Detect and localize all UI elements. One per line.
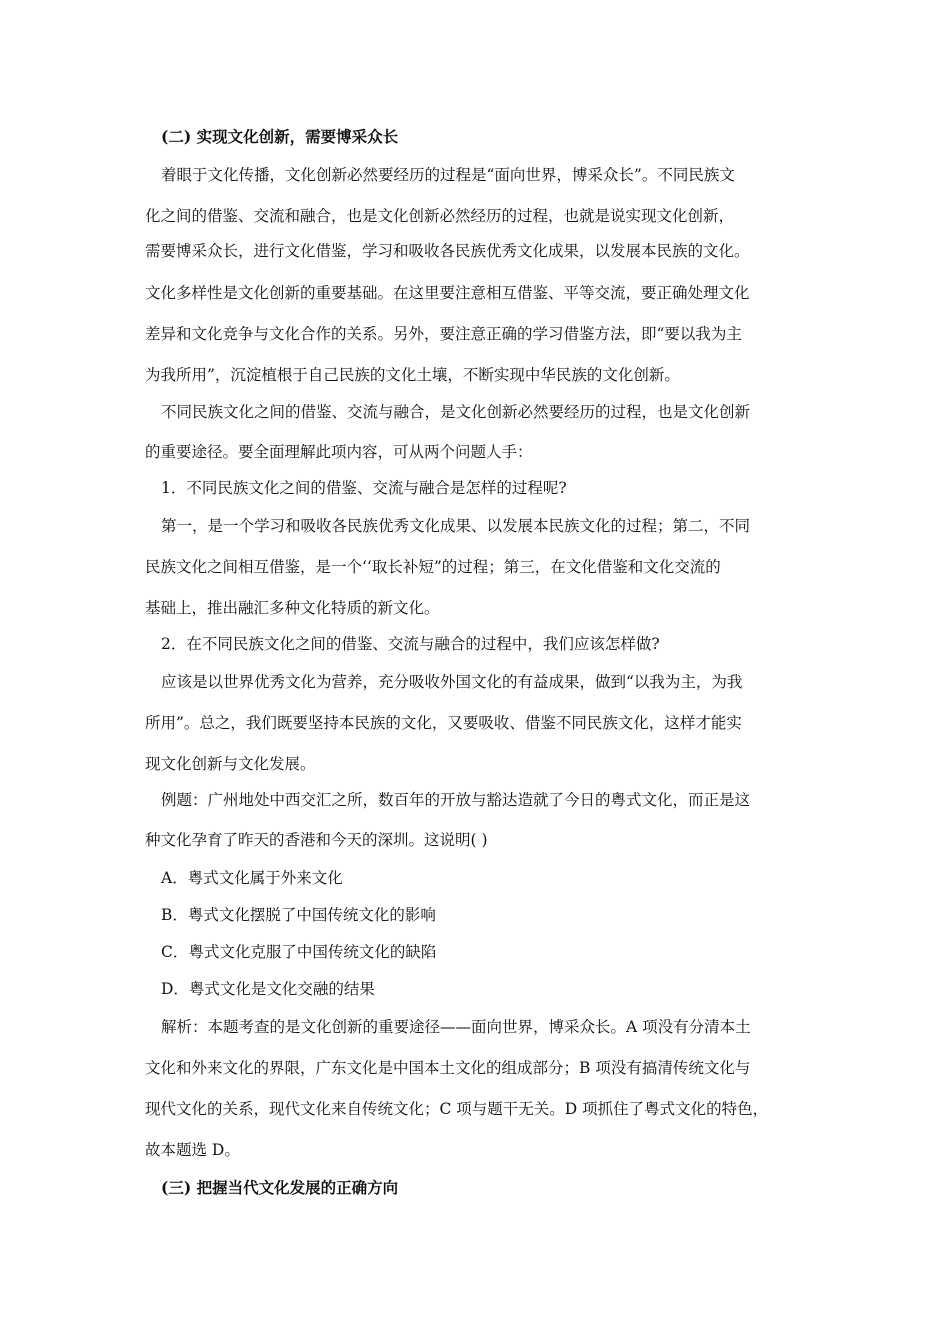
analysis-line: 文化和外来文化的界限，广东文化是中国本土文化的组成部分；B 项没有搞清传统文化与 <box>145 1059 751 1077</box>
option-c: C．粤式文化克服了中国传统文化的缺陷 <box>161 943 437 961</box>
example-line: 种文化孕育了昨天的香港和今天的深圳。这说明( ) <box>145 831 488 849</box>
question-line: 2．在不同民族文化之间的借鉴、交流与融合的过程中，我们应该怎样做? <box>161 635 660 653</box>
question-line: 1．不同民族文化之间的借鉴、交流与融合是怎样的过程呢? <box>161 479 567 497</box>
analysis-line: 现代文化的关系，现代文化来自传统文化；C 项与题干无关。D 项抓住了粤式文化的特色， <box>145 1100 769 1118</box>
paragraph-line: 应该是以世界优秀文化为营养，充分吸收外国文化的有益成果，做到“以我为主，为我 <box>161 673 743 691</box>
option-d: D．粤式文化是文化交融的结果 <box>161 980 375 998</box>
section-heading: (二) 实现文化创新，需要博采众长 <box>161 127 399 146</box>
paragraph-line: 化之间的借鉴、交流和融合，也是文化创新必然经历的过程，也就是说实现文化创新， <box>145 207 735 225</box>
paragraph-line: 第一，是一个学习和吸收各民族优秀文化成果、以发展本民族文化的过程；第二，不同 <box>161 517 751 535</box>
paragraph-line: 着眼于文化传播，文化创新必然要经历的过程是“面向世界，博采众长”。不同民族文 <box>161 166 735 184</box>
paragraph-line: 文化多样性是文化创新的重要基础。在这里要注意相互借鉴、平等交流，要正确处理文化 <box>145 284 750 302</box>
paragraph-line: 需要博采众长，进行文化借鉴，学习和吸收各民族优秀文化成果，以发展本民族的文化。 <box>145 242 750 260</box>
analysis-line: 解析：本题考查的是文化创新的重要途径——面向世界，博采众长。A 项没有分清本土 <box>161 1018 751 1036</box>
paragraph-line: 为我所用”，沉淀植根于自己民族的文化土壤，不断实现中华民族的文化创新。 <box>145 366 680 384</box>
paragraph-line: 现文化创新与文化发展。 <box>145 755 316 773</box>
paragraph-line: 民族文化之间相互借鉴，是一个‘‘取长补短”的过程；第三，在文化借鉴和文化交流的 <box>145 558 721 576</box>
paragraph-line: 基础上，推出融汇多种文化特质的新文化。 <box>145 599 440 617</box>
analysis-line: 故本题选 D。 <box>145 1141 240 1159</box>
option-b: B．粤式文化摆脱了中国传统文化的影响 <box>161 906 436 924</box>
paragraph-line: 不同民族文化之间的借鉴、交流与融合，是文化创新必然要经历的过程，也是文化创新 <box>161 403 751 421</box>
paragraph-line: 所用”。总之，我们既要坚持本民族的文化，又要吸收、借鉴不同民族文化，这样才能实 <box>145 714 742 732</box>
example-line: 例题：广州地处中西交汇之所，数百年的开放与豁达造就了今日的粤式文化，而正是这 <box>161 791 751 809</box>
option-a: A．粤式文化属于外来文化 <box>161 869 343 887</box>
paragraph-line: 的重要途径。要全面理解此项内容，可从两个问题人手： <box>145 443 533 461</box>
paragraph-line: 差异和文化竞争与文化合作的关系。另外，要注意正确的学习借鉴方法，即“要以我为主 <box>145 325 742 343</box>
section-heading: (三) 把握当代文化发展的正确方向 <box>161 1178 399 1197</box>
